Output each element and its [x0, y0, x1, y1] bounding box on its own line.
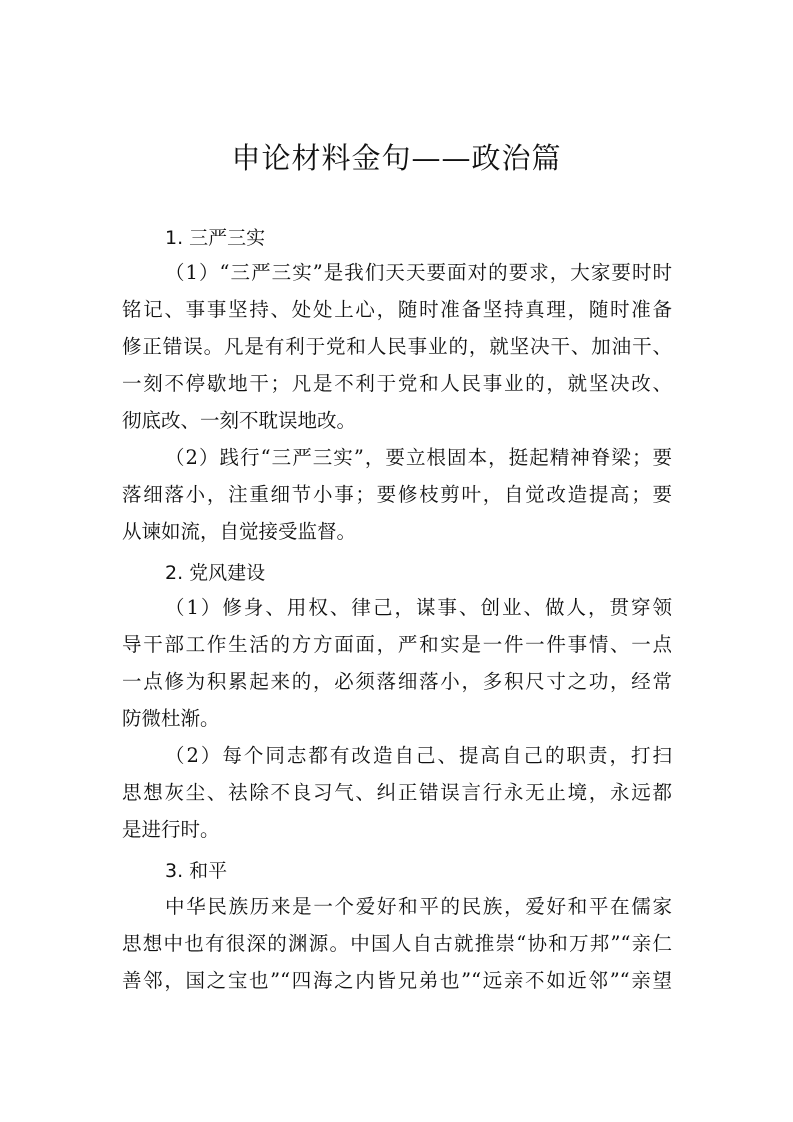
paragraph-line: 思想灰尘、祛除不良习气、纠正错误言行永无止境，永远都	[122, 781, 672, 804]
document-title: 申论材料金句——政治篇	[231, 141, 562, 175]
section-heading: 1. 三严三实	[165, 227, 266, 249]
paragraph-line: 修正错误。凡是有利于党和人民事业的，就坚决干、加油干、	[122, 335, 672, 358]
paragraph-line: 防微杜渐。	[122, 707, 220, 730]
paragraph-line: 是进行时。	[122, 818, 220, 841]
paragraph-line: 善邻，国之宝也”“四海之内皆兄弟也”“远亲不如近邻”“亲望	[122, 969, 672, 992]
paragraph-line: 思想中也有很深的渊源。中国人自古就推崇“协和万邦”“亲仁	[122, 932, 672, 955]
paragraph-line: 从谏如流，自觉接受监督。	[122, 520, 357, 543]
section-heading: 2. 党风建设	[165, 562, 266, 584]
paragraph-line: 一点修为积累起来的，必须落细落小，多积尺寸之功，经常	[122, 670, 672, 693]
paragraph-line: （2）每个同志都有改造自己、提高自己的职责，打扫	[165, 744, 672, 767]
paragraph-line: （2）践行“三严三实”，要立根固本，挺起精神脊梁；要	[165, 446, 672, 469]
section-heading: 3. 和平	[165, 860, 228, 882]
paragraph-line: 彻底改、一刻不耽误地改。	[122, 409, 357, 432]
paragraph-line: （1）“三严三实”是我们天天要面对的要求，大家要时时	[165, 261, 672, 284]
paragraph-line: 落细落小，注重细节小事；要修枝剪叶，自觉改造提高；要	[122, 483, 672, 506]
paragraph-line: （1）修身、用权、律己，谋事、创业、做人，贯穿领	[165, 596, 672, 619]
paragraph-line: 铭记、事事坚持、处处上心，随时准备坚持真理，随时准备	[122, 298, 672, 321]
paragraph-line: 中华民族历来是一个爱好和平的民族，爱好和平在儒家	[165, 895, 672, 918]
paragraph-line: 导干部工作生活的方方面面，严和实是一件一件事情、一点	[122, 633, 672, 656]
paragraph-line: 一刻不停歇地干；凡是不利于党和人民事业的，就坚决改、	[122, 372, 672, 395]
